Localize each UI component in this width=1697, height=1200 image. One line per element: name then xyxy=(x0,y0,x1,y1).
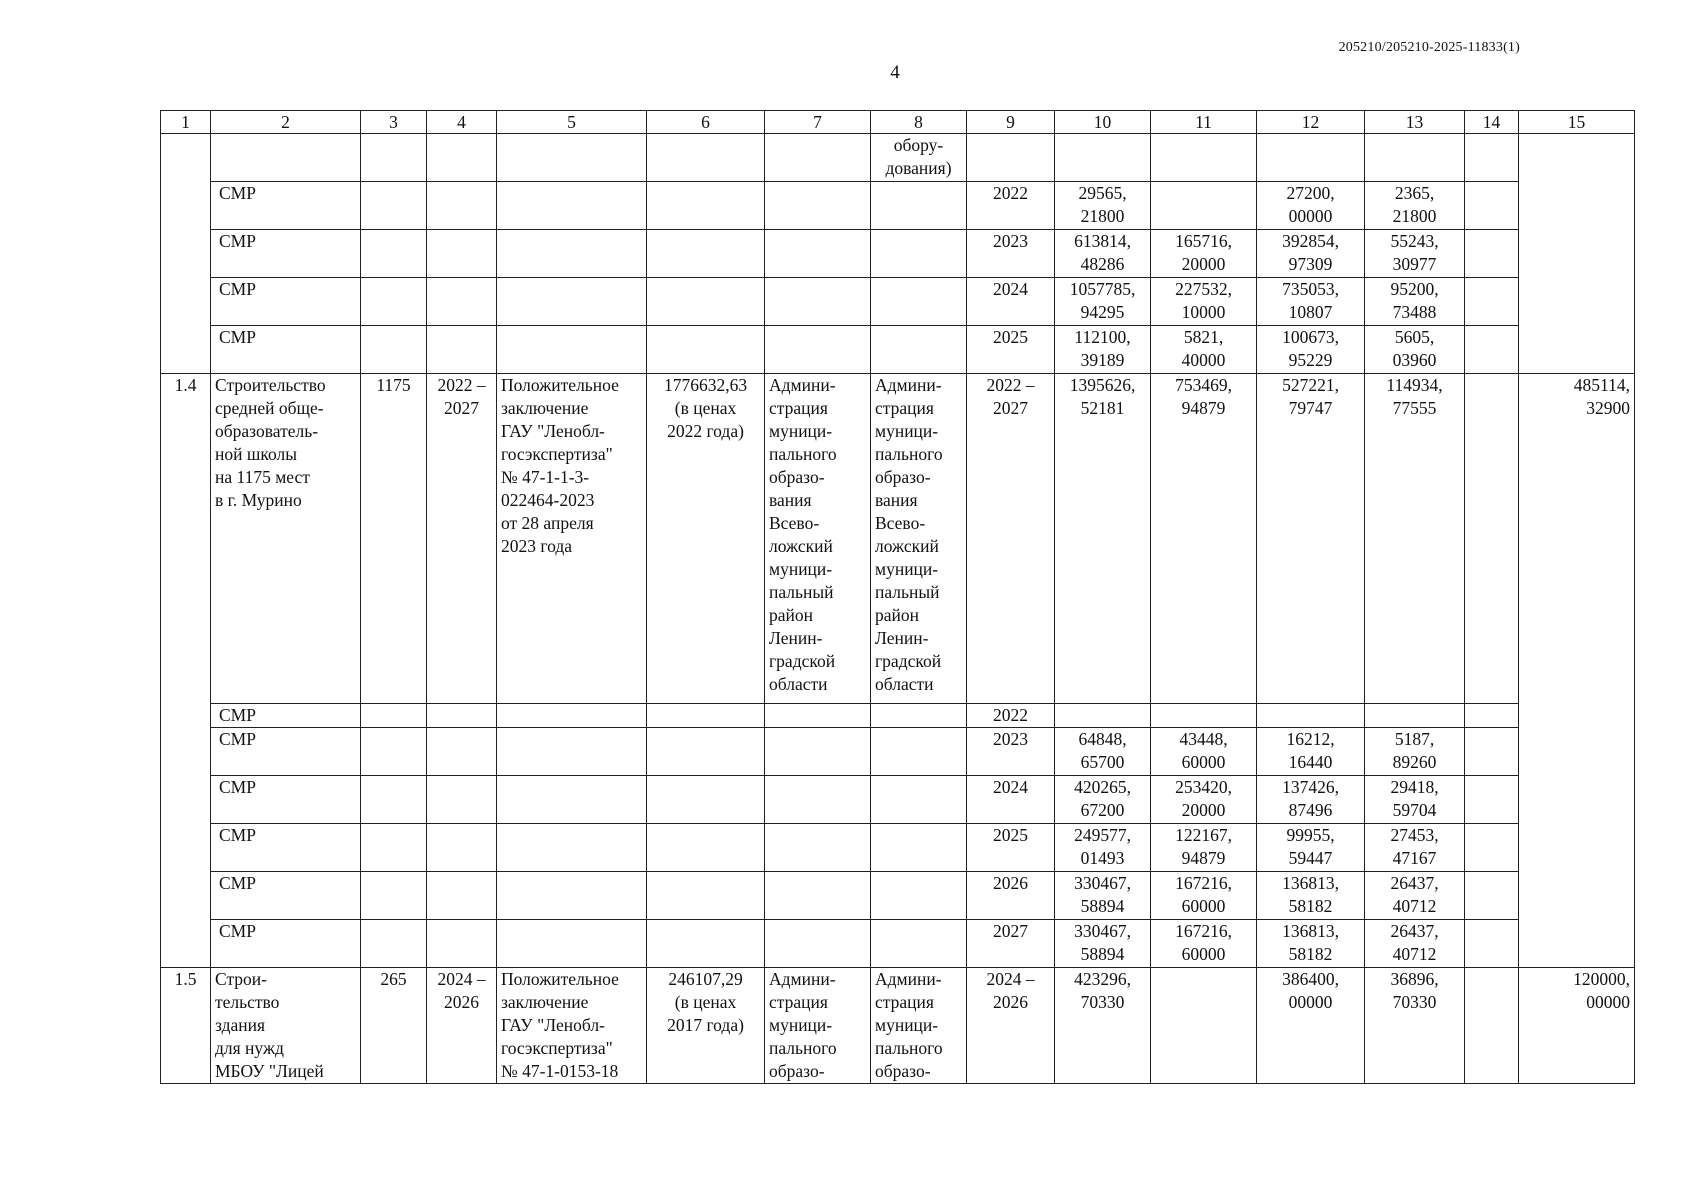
cell-year: 2024 xyxy=(967,776,1055,824)
column-header: 12 xyxy=(1257,111,1365,134)
cell-col13: 114934, 77555 xyxy=(1365,374,1465,704)
cell-col12: 735053, 10807 xyxy=(1257,278,1365,326)
table-row xyxy=(161,326,1635,374)
cell-col10: 112100, 39189 xyxy=(1055,326,1151,374)
cell-label: СМР xyxy=(211,824,361,872)
column-header: 4 xyxy=(427,111,497,134)
cell-col13: 26437, 40712 xyxy=(1365,872,1465,920)
cell-col10: 1395626, 52181 xyxy=(1055,374,1151,704)
document-id: 205210/205210-2025-11833(1) xyxy=(1338,40,1520,55)
cell-label: СМР xyxy=(211,872,361,920)
cell-label: СМР xyxy=(211,230,361,278)
cell-col12: 392854, 97309 xyxy=(1257,230,1365,278)
cell-col10: 1057785, 94295 xyxy=(1055,278,1151,326)
cell-col10: 613814, 48286 xyxy=(1055,230,1151,278)
cell-col12: 527221, 79747 xyxy=(1257,374,1365,704)
cell-col12: 136813, 58182 xyxy=(1257,872,1365,920)
cell-label: СМР xyxy=(211,704,361,728)
cell-col10: 330467, 58894 xyxy=(1055,872,1151,920)
cell-object-name: Строи- тельство здания для нужд МБОУ "Лицей xyxy=(211,968,361,1084)
cell-col12: 16212, 16440 xyxy=(1257,728,1365,776)
cell-object-name: Строительство средней обще- образователь- ной школы на 1175 мест в г. Мурино xyxy=(211,374,361,704)
cell-col13: 95200, 73488 xyxy=(1365,278,1465,326)
cell-capacity: 265 xyxy=(361,968,427,1084)
table-row xyxy=(161,374,1635,704)
cell-col13: 36896, 70330 xyxy=(1365,968,1465,1084)
column-header-row xyxy=(161,111,1635,134)
cell-label: СМР xyxy=(211,278,361,326)
cell-expertise: Положительное заключение ГАУ "Ленобл- госэкспертиза" № 47-1-0153-18 xyxy=(497,968,647,1084)
column-header: 5 xyxy=(497,111,647,134)
cell-year: 2025 xyxy=(967,326,1055,374)
cell-no: 1.5 xyxy=(161,968,211,1084)
cell-col11 xyxy=(1151,968,1257,1084)
cell-years: 2022 – 2027 xyxy=(967,374,1055,704)
cell-label: СМР xyxy=(211,182,361,230)
column-header: 10 xyxy=(1055,111,1151,134)
column-header: 11 xyxy=(1151,111,1257,134)
cell-col12: 137426, 87496 xyxy=(1257,776,1365,824)
cell-customer: Админи- страция муници- пального образо- xyxy=(765,968,871,1084)
cell-col12: 27200, 00000 xyxy=(1257,182,1365,230)
page-number: 4 xyxy=(890,62,900,83)
cell-year: 2027 xyxy=(967,920,1055,968)
cell-label: СМР xyxy=(211,326,361,374)
cell-col11: 167216, 60000 xyxy=(1151,872,1257,920)
cell-col11: 43448, 60000 xyxy=(1151,728,1257,776)
cell-col12: 99955, 59447 xyxy=(1257,824,1365,872)
cell-year: 2022 xyxy=(967,704,1055,728)
cell-year: 2022 xyxy=(967,182,1055,230)
cell-year: 2024 xyxy=(967,278,1055,326)
cell-year: 2025 xyxy=(967,824,1055,872)
cell-col12: 100673, 95229 xyxy=(1257,326,1365,374)
budget-table xyxy=(160,110,1635,1084)
cell-col10: 249577, 01493 xyxy=(1055,824,1151,872)
table-row xyxy=(161,704,1635,728)
cell-col13: 5187, 89260 xyxy=(1365,728,1465,776)
cell-col13: 2365, 21800 xyxy=(1365,182,1465,230)
column-header: 2 xyxy=(211,111,361,134)
cell-year: 2026 xyxy=(967,872,1055,920)
cell-col11: 253420, 20000 xyxy=(1151,776,1257,824)
cell-developer-tail: обору- дования) xyxy=(871,134,967,182)
table-row xyxy=(161,872,1635,920)
cell-label: СМР xyxy=(211,776,361,824)
cell-label: СМР xyxy=(211,920,361,968)
cell-col10: 64848, 65700 xyxy=(1055,728,1151,776)
cell-col13: 29418, 59704 xyxy=(1365,776,1465,824)
cell-col15: 120000, 00000 xyxy=(1519,968,1635,1084)
cell-col15 xyxy=(1519,134,1635,374)
column-header: 15 xyxy=(1519,111,1635,134)
cell-capacity: 1175 xyxy=(361,374,427,704)
table-row xyxy=(161,824,1635,872)
column-header: 6 xyxy=(647,111,765,134)
cell-col13: 27453, 47167 xyxy=(1365,824,1465,872)
table-row xyxy=(161,134,1635,182)
cell-period: 2022 – 2027 xyxy=(427,374,497,704)
cell-col11: 5821, 40000 xyxy=(1151,326,1257,374)
cell-developer: Админи- страция муници- пального образо- вания Всево- ложский муници- пальный район Ленин- градской области xyxy=(871,374,967,704)
column-header: 13 xyxy=(1365,111,1465,134)
cell-year: 2023 xyxy=(967,230,1055,278)
cell-expertise: Положительное заключение ГАУ "Ленобл- госэкспертиза" № 47-1-1-3- 022464-2023 от 28 апреля 2023 года xyxy=(497,374,647,704)
cell-col10: 330467, 58894 xyxy=(1055,920,1151,968)
table-row xyxy=(161,920,1635,968)
cell-col13: 55243, 30977 xyxy=(1365,230,1465,278)
cell-cost: 1776632,63 (в ценах 2022 года) xyxy=(647,374,765,704)
cell-col13: 5605, 03960 xyxy=(1365,326,1465,374)
column-header: 1 xyxy=(161,111,211,134)
cell-years: 2024 – 2026 xyxy=(967,968,1055,1084)
cell-no xyxy=(161,134,211,374)
cell-col10: 29565, 21800 xyxy=(1055,182,1151,230)
cell-year: 2023 xyxy=(967,728,1055,776)
column-header: 9 xyxy=(967,111,1055,134)
table-row xyxy=(161,230,1635,278)
cell-developer: Админи- страция муници- пального образо- xyxy=(871,968,967,1084)
column-header: 3 xyxy=(361,111,427,134)
table-row xyxy=(161,182,1635,230)
cell-col11: 167216, 60000 xyxy=(1151,920,1257,968)
cell-col12: 386400, 00000 xyxy=(1257,968,1365,1084)
cell-col15: 485114, 32900 xyxy=(1519,374,1635,968)
table-row xyxy=(161,728,1635,776)
cell-col11: 227532, 10000 xyxy=(1151,278,1257,326)
cell-col13: 26437, 40712 xyxy=(1365,920,1465,968)
cell-col10 xyxy=(1055,704,1151,728)
column-header: 14 xyxy=(1465,111,1519,134)
cell-col10: 420265, 67200 xyxy=(1055,776,1151,824)
cell-col11 xyxy=(1151,182,1257,230)
cell-period: 2024 – 2026 xyxy=(427,968,497,1084)
cell-label: СМР xyxy=(211,728,361,776)
cell-col10: 423296, 70330 xyxy=(1055,968,1151,1084)
table-row xyxy=(161,776,1635,824)
cell-col11: 753469, 94879 xyxy=(1151,374,1257,704)
cell-col11: 165716, 20000 xyxy=(1151,230,1257,278)
cell-customer: Админи- страция муници- пального образо- вания Всево- ложский муници- пальный район Ленин- градской области xyxy=(765,374,871,704)
cell-cost: 246107,29 (в ценах 2017 года) xyxy=(647,968,765,1084)
table-row xyxy=(161,278,1635,326)
cell-col12: 136813, 58182 xyxy=(1257,920,1365,968)
column-header: 8 xyxy=(871,111,967,134)
cell-col12 xyxy=(1257,704,1365,728)
column-header: 7 xyxy=(765,111,871,134)
cell-col11 xyxy=(1151,704,1257,728)
cell-col11: 122167, 94879 xyxy=(1151,824,1257,872)
cell-col13 xyxy=(1365,704,1465,728)
cell-no: 1.4 xyxy=(161,374,211,968)
table-row xyxy=(161,968,1635,1084)
